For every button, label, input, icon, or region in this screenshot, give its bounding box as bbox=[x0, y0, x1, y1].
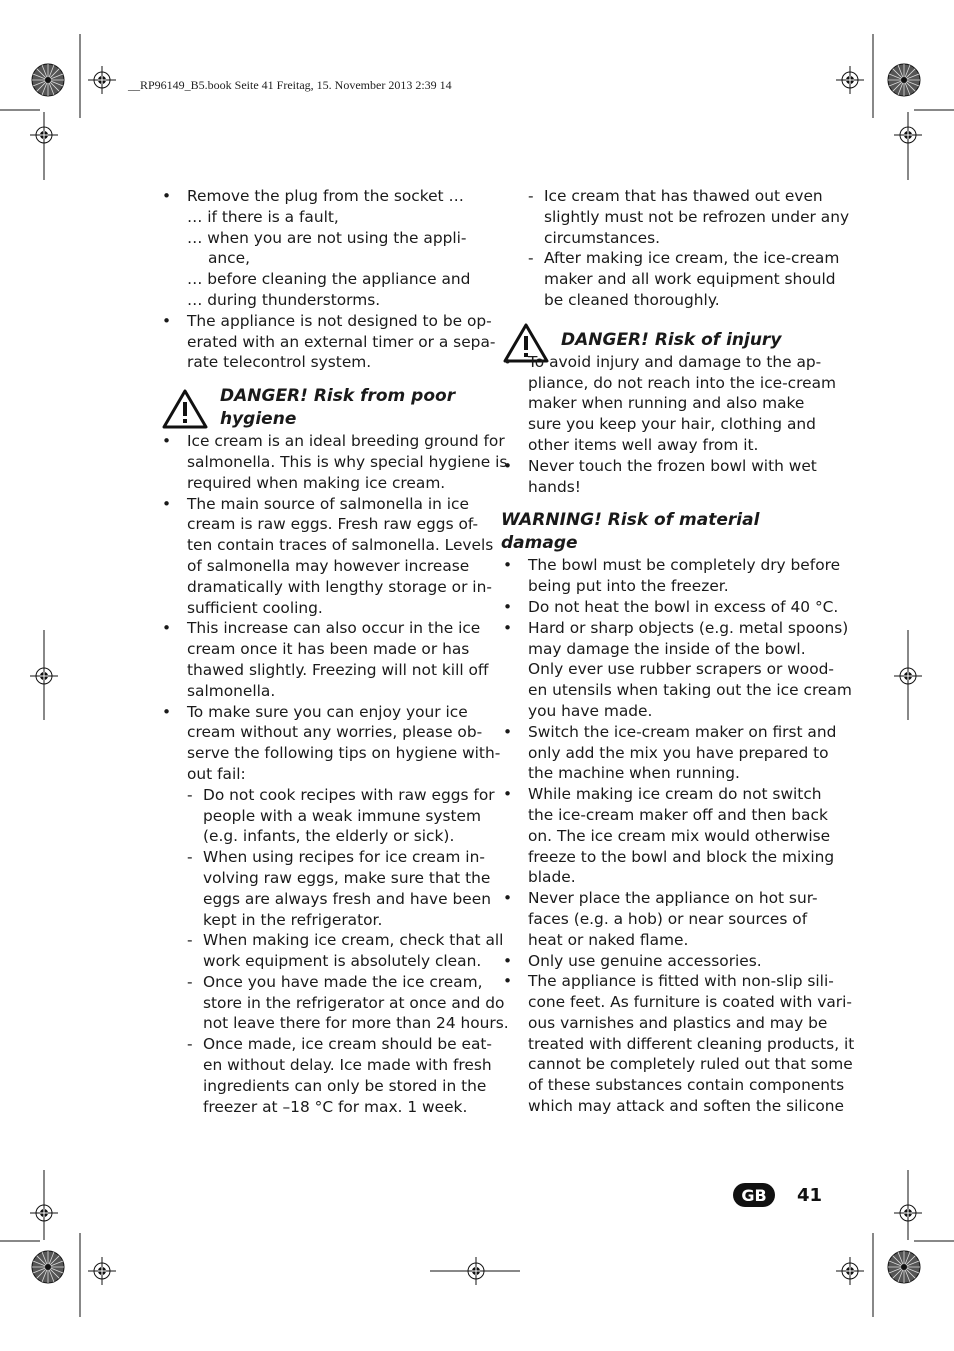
text-line: • Remove the plug from the socket … bbox=[187, 187, 464, 205]
bullet-raw-eggs bbox=[160, 494, 494, 619]
text-line: • The bowl must be completely dry before bbox=[528, 556, 841, 575]
text-line: … if there is a fault, bbox=[187, 207, 339, 226]
text-line: other items well away from it. bbox=[528, 435, 759, 454]
text-line: - Once you have made the ice cream, bbox=[203, 972, 483, 991]
registration-crosshair-icon bbox=[894, 121, 922, 149]
color-wheel-icon bbox=[888, 1251, 920, 1283]
danger-title: DANGER! Risk from poor bbox=[220, 386, 456, 407]
text-line: people with a weak immune system bbox=[203, 806, 481, 825]
text-line: being put into the freezer. bbox=[528, 577, 729, 596]
registration-crosshair-icon bbox=[88, 1257, 116, 1285]
text-line: • Only use genuine accessories. bbox=[528, 951, 762, 970]
text-line: (e.g. infants, the elderly or sick). bbox=[203, 827, 455, 846]
text-line: cream without any worries, please ob- bbox=[187, 723, 483, 742]
text-line: out fail: bbox=[187, 764, 246, 783]
bullet-no-switch-off bbox=[501, 784, 835, 888]
text-line: sufficient cooling. bbox=[187, 598, 323, 617]
text-line: - Once made, ice cream should be eat- bbox=[203, 1035, 492, 1054]
dash-weak-immune bbox=[160, 785, 495, 847]
text-line: erated with an external timer or a sepa- bbox=[187, 332, 496, 351]
text-line: of salmonella may however increase bbox=[187, 556, 470, 575]
registration-crosshair-icon bbox=[836, 1257, 864, 1285]
text-line: • Never place the appliance on hot sur- bbox=[528, 889, 818, 908]
text-line: be cleaned thoroughly. bbox=[544, 290, 720, 309]
registration-crosshair-icon bbox=[88, 66, 116, 94]
color-wheel-icon bbox=[32, 1251, 64, 1283]
dash-clean-equipment bbox=[160, 930, 504, 972]
color-wheel-icon bbox=[32, 64, 64, 96]
text-line: sure you keep your hair, clothing and bbox=[528, 415, 816, 434]
text-line: • Do not heat the bowl in excess of 40 °C. bbox=[528, 597, 839, 616]
text-line: store in the refrigerator at once and do bbox=[203, 993, 505, 1012]
text-line: only add the mix you have prepared to bbox=[528, 743, 829, 762]
text-line: en without delay. Ice made with fresh bbox=[203, 1056, 492, 1075]
text-line: • This increase can also occur in the ice bbox=[187, 619, 481, 638]
bullet-no-heat bbox=[501, 597, 839, 618]
text-line: thawed slightly. Freezing will not kill off bbox=[187, 660, 489, 679]
registration-crosshair-icon bbox=[894, 662, 922, 690]
text-line: treated with different cleaning products, it bbox=[528, 1034, 855, 1053]
dash-fresh-eggs bbox=[160, 847, 491, 930]
text-line: … during thunderstorms. bbox=[187, 290, 381, 309]
text-line: serve the following tips on hygiene with- bbox=[187, 744, 501, 763]
text-line: pliance, do not reach into the ice-cream bbox=[528, 373, 837, 392]
bullet-increase bbox=[160, 618, 489, 701]
text-line: which may attack and soften the silicone bbox=[528, 1097, 845, 1116]
registration-crosshair-icon bbox=[894, 1199, 922, 1227]
text-line: • To avoid injury and damage to the ap- bbox=[528, 352, 822, 371]
text-line: may damage the inside of the bowl. bbox=[528, 639, 806, 658]
text-line: • Never touch the frozen bowl with wet bbox=[528, 456, 817, 475]
bullet-switch-on-first bbox=[501, 722, 837, 784]
text-line: hands! bbox=[528, 477, 581, 496]
text-line: you have made. bbox=[528, 701, 653, 720]
dash-clean-after bbox=[501, 248, 840, 310]
text-line: en utensils when taking out the ice cream bbox=[528, 681, 852, 700]
text-line: eggs are always fresh and have been bbox=[203, 889, 491, 908]
warning-title: damage bbox=[501, 533, 578, 554]
text-line: on. The ice cream mix would otherwise bbox=[528, 826, 831, 845]
text-line: work equipment is absolutely clean. bbox=[203, 952, 482, 971]
text-line: … before cleaning the appliance and bbox=[187, 270, 471, 289]
language-badge: GB bbox=[733, 1183, 775, 1207]
print-header: __RP96149_B5.book Seite 41 Freitag, 15. November 2013 2:39 14 bbox=[128, 78, 452, 92]
bullet-unplug bbox=[160, 186, 485, 207]
text-line: volving raw eggs, make sure that the bbox=[203, 868, 491, 887]
bullet-hygiene-tips bbox=[160, 702, 501, 785]
text-line: the machine when running. bbox=[528, 764, 740, 783]
text-line: Only ever use rubber scrapers or wood- bbox=[528, 660, 834, 679]
text-line: dramatically with lengthy storage or in- bbox=[187, 577, 492, 596]
text-line: • The appliance is fitted with non-slip sili- bbox=[528, 972, 834, 991]
color-wheel-icon bbox=[888, 64, 920, 96]
text-line: ingredients can only be stored in the bbox=[203, 1076, 487, 1095]
dash-refreeze bbox=[501, 186, 850, 248]
text-line: • Switch the ice-cream maker on first and bbox=[528, 722, 837, 741]
text-line: slightly must not be refrozen under any bbox=[544, 207, 850, 226]
danger-title: DANGER! Risk of injury bbox=[561, 329, 782, 350]
text-line: not leave there for more than 24 hours. bbox=[203, 1014, 509, 1033]
warning-triangle-icon bbox=[162, 389, 208, 429]
text-line: - After making ice cream, the ice-cream bbox=[544, 249, 840, 268]
text-line: freezer at –18 °C for max. 1 week. bbox=[203, 1097, 468, 1116]
left-column bbox=[160, 186, 509, 1117]
bullet-accessories bbox=[501, 951, 826, 972]
bullet-sharp-objects bbox=[501, 618, 852, 722]
text-line: salmonella. This is why special hygiene is bbox=[187, 452, 508, 471]
text-line: ous varnishes and plastics and may be bbox=[528, 1013, 828, 1032]
danger-injury-heading bbox=[501, 329, 826, 352]
text-line: - Do not cook recipes with raw eggs for bbox=[203, 785, 495, 804]
text-line: of these substances contain components bbox=[528, 1076, 845, 1095]
dash-eat-without-delay bbox=[160, 1034, 492, 1117]
registration-crosshair-icon bbox=[836, 66, 864, 94]
bullet-wet-hands bbox=[501, 456, 826, 498]
text-line: required when making ice cream. bbox=[187, 473, 446, 492]
bullet-bowl-dry bbox=[501, 555, 841, 597]
warning-title: WARNING! Risk of material bbox=[501, 510, 760, 531]
unplug-continuation bbox=[160, 248, 485, 269]
text-line: maker and all work equipment should bbox=[544, 270, 836, 289]
bullet-silicone-feet bbox=[501, 971, 855, 1117]
text-line: rate telecontrol system. bbox=[187, 353, 372, 372]
text-line: blade. bbox=[528, 868, 576, 887]
text-line: • Hard or sharp objects (e.g. metal spoons) bbox=[528, 618, 849, 637]
registration-crosshair-icon bbox=[30, 662, 58, 690]
registration-crosshair-icon bbox=[30, 121, 58, 149]
bullet-breeding-ground bbox=[160, 431, 508, 493]
danger-title: hygiene bbox=[220, 409, 297, 430]
text-line: • The appliance is not designed to be op- bbox=[187, 311, 492, 330]
text-line: - When using recipes for ice cream in- bbox=[203, 848, 485, 867]
registration-crosshair-icon bbox=[462, 1257, 490, 1285]
text-line: ten contain traces of salmonella. Levels bbox=[187, 536, 494, 555]
text-line: • To make sure you can enjoy your ice bbox=[187, 702, 468, 721]
text-line: … when you are not using the appli- bbox=[187, 228, 467, 247]
right-column bbox=[501, 186, 855, 1117]
warning-material-heading bbox=[501, 509, 826, 555]
text-line: ance, bbox=[208, 249, 251, 268]
text-line: freeze to the bowl and block the mixing bbox=[528, 847, 835, 866]
unplug-conditions bbox=[160, 207, 485, 249]
text-line: • While making ice cream do not switch bbox=[528, 785, 822, 804]
registration-crosshair-icon bbox=[30, 1199, 58, 1227]
text-line: faces (e.g. a hob) or near sources of bbox=[528, 909, 808, 928]
page-number: 41 bbox=[797, 1184, 823, 1206]
bullet-avoid-injury bbox=[501, 352, 837, 456]
text-line: cream once it has been made or has bbox=[187, 640, 470, 659]
text-line: • The main source of salmonella in ice bbox=[187, 494, 469, 513]
bullet-timer bbox=[160, 311, 496, 373]
text-line: cone feet. As furniture is coated with vari- bbox=[528, 993, 852, 1012]
text-line: maker when running and also make bbox=[528, 394, 805, 413]
text-line: • Ice cream is an ideal breeding ground for bbox=[187, 432, 505, 451]
text-line: - Ice cream that has thawed out even bbox=[544, 187, 823, 205]
page-footer bbox=[733, 1183, 822, 1207]
unplug-conditions-2 bbox=[160, 269, 485, 311]
text-line: cream is raw eggs. Fresh raw eggs of- bbox=[187, 515, 479, 534]
text-line: salmonella. bbox=[187, 681, 276, 700]
bullet-hot-surfaces bbox=[501, 888, 826, 950]
text-line: the ice-cream maker off and then back bbox=[528, 805, 828, 824]
text-line: cannot be completely ruled out that some bbox=[528, 1055, 853, 1074]
danger-hygiene-heading bbox=[160, 385, 485, 431]
text-line: kept in the refrigerator. bbox=[203, 910, 383, 929]
text-line: circumstances. bbox=[544, 228, 661, 247]
dash-refrigerate bbox=[160, 972, 509, 1034]
text-line: heat or naked flame. bbox=[528, 930, 689, 949]
text-line: - When making ice cream, check that all bbox=[203, 931, 504, 950]
